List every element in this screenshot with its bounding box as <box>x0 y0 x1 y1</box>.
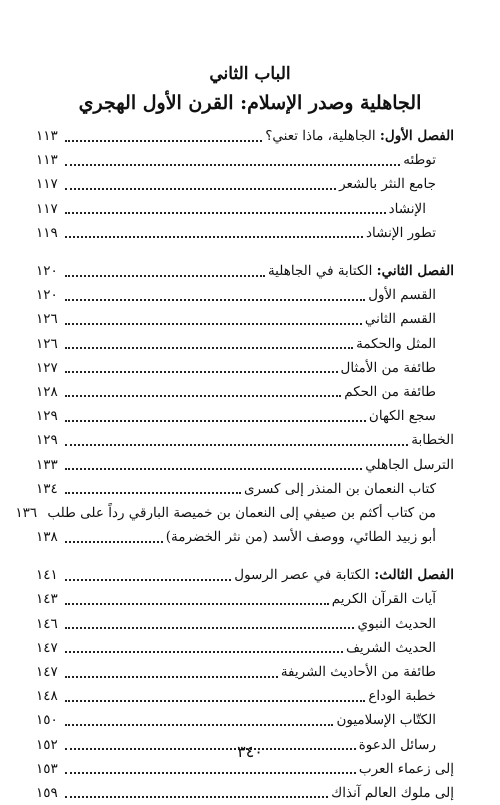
dot-leader <box>65 795 328 798</box>
toc-entry <box>36 684 454 708</box>
dot-leader <box>65 602 329 605</box>
toc-entry-title: تطور الإنشاد <box>366 224 436 241</box>
toc-page-number: ١٢٦ <box>36 335 58 352</box>
toc-entry-title: الترسل الجاهلي <box>365 456 454 473</box>
page-number: ٣٤٠ <box>237 742 263 761</box>
toc-entry <box>36 221 454 245</box>
toc-entry <box>36 404 454 428</box>
part-title: الباب الثاني <box>209 64 291 84</box>
toc-entry-title: الحديث النبوي <box>357 615 436 632</box>
dot-leader <box>65 723 333 726</box>
part-subtitle: الجاهلية وصدر الإسلام: القرن الأول الهجري <box>78 92 422 114</box>
toc-entry <box>36 356 454 380</box>
dot-leader <box>65 298 365 301</box>
toc-page-number: ١٢٠ <box>36 287 58 304</box>
dot-leader <box>65 578 231 581</box>
toc-entry <box>36 148 454 172</box>
toc-page-number: ١٣٦ <box>15 504 38 521</box>
dot-leader <box>65 491 241 494</box>
toc-entry <box>36 283 454 307</box>
toc-entry-title: طائفة من الحكم <box>344 383 436 400</box>
toc-page-number: ١٥٩ <box>36 784 58 801</box>
toc-entry <box>15 501 454 525</box>
toc-page-number: ١١٧ <box>36 176 58 193</box>
dot-leader <box>65 394 341 397</box>
toc-entry <box>36 307 454 331</box>
table-of-contents <box>15 124 454 805</box>
toc-entry-title: الحديث الشريف <box>345 639 436 656</box>
section-spacer <box>36 549 454 563</box>
toc-entry <box>36 636 454 660</box>
section-spacer <box>36 245 454 259</box>
toc-page-number: ١٥٢ <box>36 736 58 753</box>
dot-leader <box>65 540 163 543</box>
toc-entry-title: من كتاب أكثم بن صيفي إلى النعمان بن خميصة البارقي رداً على طلب <box>47 504 436 521</box>
dot-leader <box>65 443 408 446</box>
toc-page-number: ١٣٨ <box>36 529 58 546</box>
toc-entry-title: طائفة من الأحاديث الشريفة <box>280 664 436 681</box>
toc-page-number: ١٤١ <box>36 567 58 584</box>
toc-page-number: ١٤٣ <box>36 591 58 608</box>
toc-entry-title: توطئه <box>403 152 436 169</box>
toc-page-number: ١٢٩ <box>36 432 58 449</box>
toc-entry-title: القسم الثاني <box>364 311 436 328</box>
toc-page-number: ١١٩ <box>36 224 58 241</box>
toc-entry <box>36 612 454 636</box>
toc-entry <box>36 587 454 611</box>
dot-leader <box>65 163 400 166</box>
dot-leader <box>65 235 363 238</box>
toc-entry-title: سجع الكهان <box>368 408 436 425</box>
dot-leader <box>65 322 362 325</box>
toc-page-number: ١١٧ <box>36 200 58 217</box>
toc-page-number: ١٢٨ <box>36 383 58 400</box>
toc-page-number: ١٥٠ <box>36 712 58 729</box>
toc-entry <box>36 452 454 476</box>
dot-leader <box>65 370 338 373</box>
toc-entry <box>36 380 454 404</box>
toc-entry-title: الفصل الأول: الجاهلية، ماذا تعني؟ <box>265 128 454 145</box>
toc-page-number: ١٤٧ <box>36 664 58 681</box>
toc-entry-title: كتاب النعمان بن المنذر إلى كسرى <box>243 480 436 497</box>
toc-page-number: ١١٣ <box>36 152 58 169</box>
toc-entry-title: الكتّاب الإسلاميون <box>336 712 436 729</box>
toc-entry-title: رسائل الدعوة <box>358 736 436 753</box>
toc-page-number: ١٥٣ <box>36 760 58 777</box>
dot-leader <box>65 346 353 349</box>
toc-chapter-heading <box>36 124 454 148</box>
toc-page-number: ١٢٧ <box>36 359 58 376</box>
toc-page-number: ١٤٦ <box>36 615 58 632</box>
toc-entry-title: الخطابة <box>411 432 454 449</box>
dot-leader <box>65 650 343 653</box>
toc-page-number: ١٢٩ <box>36 408 58 425</box>
toc-entry <box>36 172 454 196</box>
toc-entry-title: الإنشاد <box>388 200 426 217</box>
toc-page-number: ١١٣ <box>36 128 58 145</box>
toc-entry-title: طائفة من الأمثال <box>340 359 436 376</box>
toc-entry-title: الفصل الثالث: الكتابة في عصر الرسول <box>234 567 454 584</box>
toc-entry <box>36 708 454 732</box>
dot-leader <box>65 467 362 470</box>
dot-leader <box>65 771 356 774</box>
dot-leader <box>65 274 265 277</box>
toc-entry-title: خطبة الوداع <box>368 688 436 705</box>
toc-entry-title: إلى زعماء العرب <box>358 760 454 777</box>
toc-entry <box>36 660 454 684</box>
dot-leader <box>65 419 366 422</box>
toc-page-number: ١٢٠ <box>36 263 58 280</box>
toc-entry-title: القسم الأول <box>368 287 436 304</box>
toc-entry <box>36 428 454 452</box>
toc-entry-title: أبو زبيد الطائي، ووصف الأسد (من نثر الخضرمة) <box>165 529 436 546</box>
dot-leader <box>65 675 278 678</box>
toc-page-number: ١٤٧ <box>36 639 58 656</box>
toc-entry-title: آيات القرآن الكريم <box>331 591 436 608</box>
toc-entry-title: إلى ملوك العالم آنذاك <box>331 784 454 801</box>
toc-entry <box>36 197 454 221</box>
dot-leader <box>65 211 386 214</box>
toc-page-number: ١٣٣ <box>36 456 58 473</box>
toc-page-number: ١٣٤ <box>36 480 58 497</box>
toc-entry-title: جامع النثر بالشعر <box>339 176 436 193</box>
dot-leader <box>65 626 354 629</box>
toc-chapter-heading <box>36 563 454 587</box>
dot-leader <box>65 699 365 702</box>
toc-page-number: ١٢٦ <box>36 311 58 328</box>
toc-page-number: ١٤٨ <box>36 688 58 705</box>
toc-entry <box>36 477 454 501</box>
toc-chapter-heading <box>36 259 454 283</box>
toc-entry <box>36 781 454 805</box>
toc-entry <box>36 332 454 356</box>
dot-leader <box>65 139 262 142</box>
dot-leader <box>65 187 336 190</box>
toc-entry-title: الفصل الثاني: الكتابة في الجاهلية <box>267 263 454 280</box>
toc-entry-title: المثل والحكمة <box>356 335 436 352</box>
toc-entry <box>36 525 454 549</box>
